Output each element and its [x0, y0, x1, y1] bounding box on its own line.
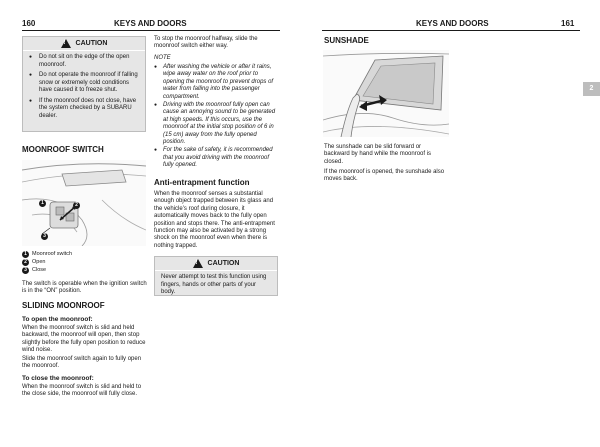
section-heading-anti-entrapment: Anti-entrapment function	[154, 178, 250, 187]
callout-1: 1	[39, 200, 46, 207]
stop-halfway-text: To stop the moonroof halfway, slide the moonroof switch either way.	[154, 36, 258, 50]
legend-item	[22, 250, 72, 258]
caution-title: CAUTION	[75, 40, 108, 47]
caution-title: CAUTION	[207, 260, 240, 267]
subheading-open: To open the moonroof:	[22, 316, 93, 323]
sunshade-text-1: The sunshade can be slid forward or backward by hand while the moonroof is closed.	[324, 144, 432, 165]
subheading-close: To close the moonroof:	[22, 375, 94, 382]
caution-item: ● If the moonroof does not close, have the system checked by a SUBARU dealer.	[29, 98, 139, 121]
caution-body	[23, 51, 145, 120]
section-heading-sunshade: SUNSHADE	[324, 36, 369, 45]
header-title-right: KEYS AND DOORS	[416, 19, 489, 28]
section-heading-moonroof-switch: MOONROOF SWITCH	[22, 145, 104, 154]
legend-item	[22, 266, 72, 274]
illustration-legend	[22, 250, 72, 274]
note-item: ● After washing the vehicle or after it rains, wipe away water on the roof prior to opening the moonroof to prevent drops of water from falling into the passenger compartment.	[154, 64, 278, 101]
open-text-2: Slide the moonroof switch again to fully open the moonroof.	[22, 356, 142, 370]
note-item: ● For the sake of safety, it is recommended that you avoid driving with the moonroof fully opened.	[154, 147, 278, 169]
legend-item	[22, 258, 72, 266]
chapter-tab: 2	[583, 82, 600, 96]
legend-label: Open	[32, 259, 46, 265]
section-heading-sliding-moonroof: SLIDING MOONROOF	[22, 301, 105, 310]
note-list	[154, 64, 278, 171]
legend-number: 2	[22, 259, 29, 266]
callout-3: 3	[41, 233, 48, 240]
legend-label: Close	[32, 267, 47, 273]
header-title-left: KEYS AND DOORS	[114, 19, 187, 28]
warning-triangle-icon	[193, 259, 203, 268]
legend-number: 3	[22, 267, 29, 274]
close-text: When the moonroof switch is slid and held to the close side, the moonroof will fully close.	[22, 384, 142, 398]
note-heading: NOTE	[154, 55, 171, 61]
caution-box	[154, 256, 278, 296]
caution-item: ● Do not sit on the edge of the open moonroof.	[29, 54, 139, 69]
legend-label: Moonroof switch	[32, 251, 73, 257]
warning-triangle-icon	[61, 39, 71, 48]
header-rule-right	[322, 30, 580, 31]
anti-entrapment-text: When the moonroof senses a substantial enough object trapped between its glass and the vehicle’s roof during closure, it automatically moves back to the fully open position and stops there. The anti-entrapment function may also be activated by a strong shock on the moonroof even when there is nothing trapped.	[154, 191, 275, 249]
caution-header	[23, 37, 145, 51]
caution-box	[22, 36, 146, 132]
switch-operable-text: The switch is operable when the ignition switch is in the “ON” position.	[22, 281, 147, 295]
callout-2: 2	[73, 202, 80, 209]
open-text-1: When the moonroof switch is slid and held backward, the moonroof will open, then stop slightly before the fully open position to reduce wind noise.	[22, 325, 146, 354]
caution-item: ● Do not operate the moonroof if falling snow or extremely cold conditions have caused it to freeze shut.	[29, 72, 139, 95]
sunshade-illustration	[323, 50, 449, 137]
caution-header	[155, 257, 277, 271]
note-item: ● Driving with the moonroof fully open can cause an annoying sound to be generated at high speeds. If this occurs, use the moonroof at the initial stop position of 6 in (15 cm) away from the fully opened position.	[154, 102, 278, 146]
sunshade-text-2: If the moonroof is opened, the sunshade also moves back.	[324, 169, 445, 183]
caution-text: Never attempt to test this function using fingers, hands or other parts of your body.	[161, 274, 267, 295]
caution-body	[155, 271, 277, 297]
page-number-left: 160	[22, 19, 36, 28]
page-number-right: 161	[561, 19, 575, 28]
header-rule-left	[22, 30, 280, 31]
legend-number: 1	[22, 251, 29, 258]
